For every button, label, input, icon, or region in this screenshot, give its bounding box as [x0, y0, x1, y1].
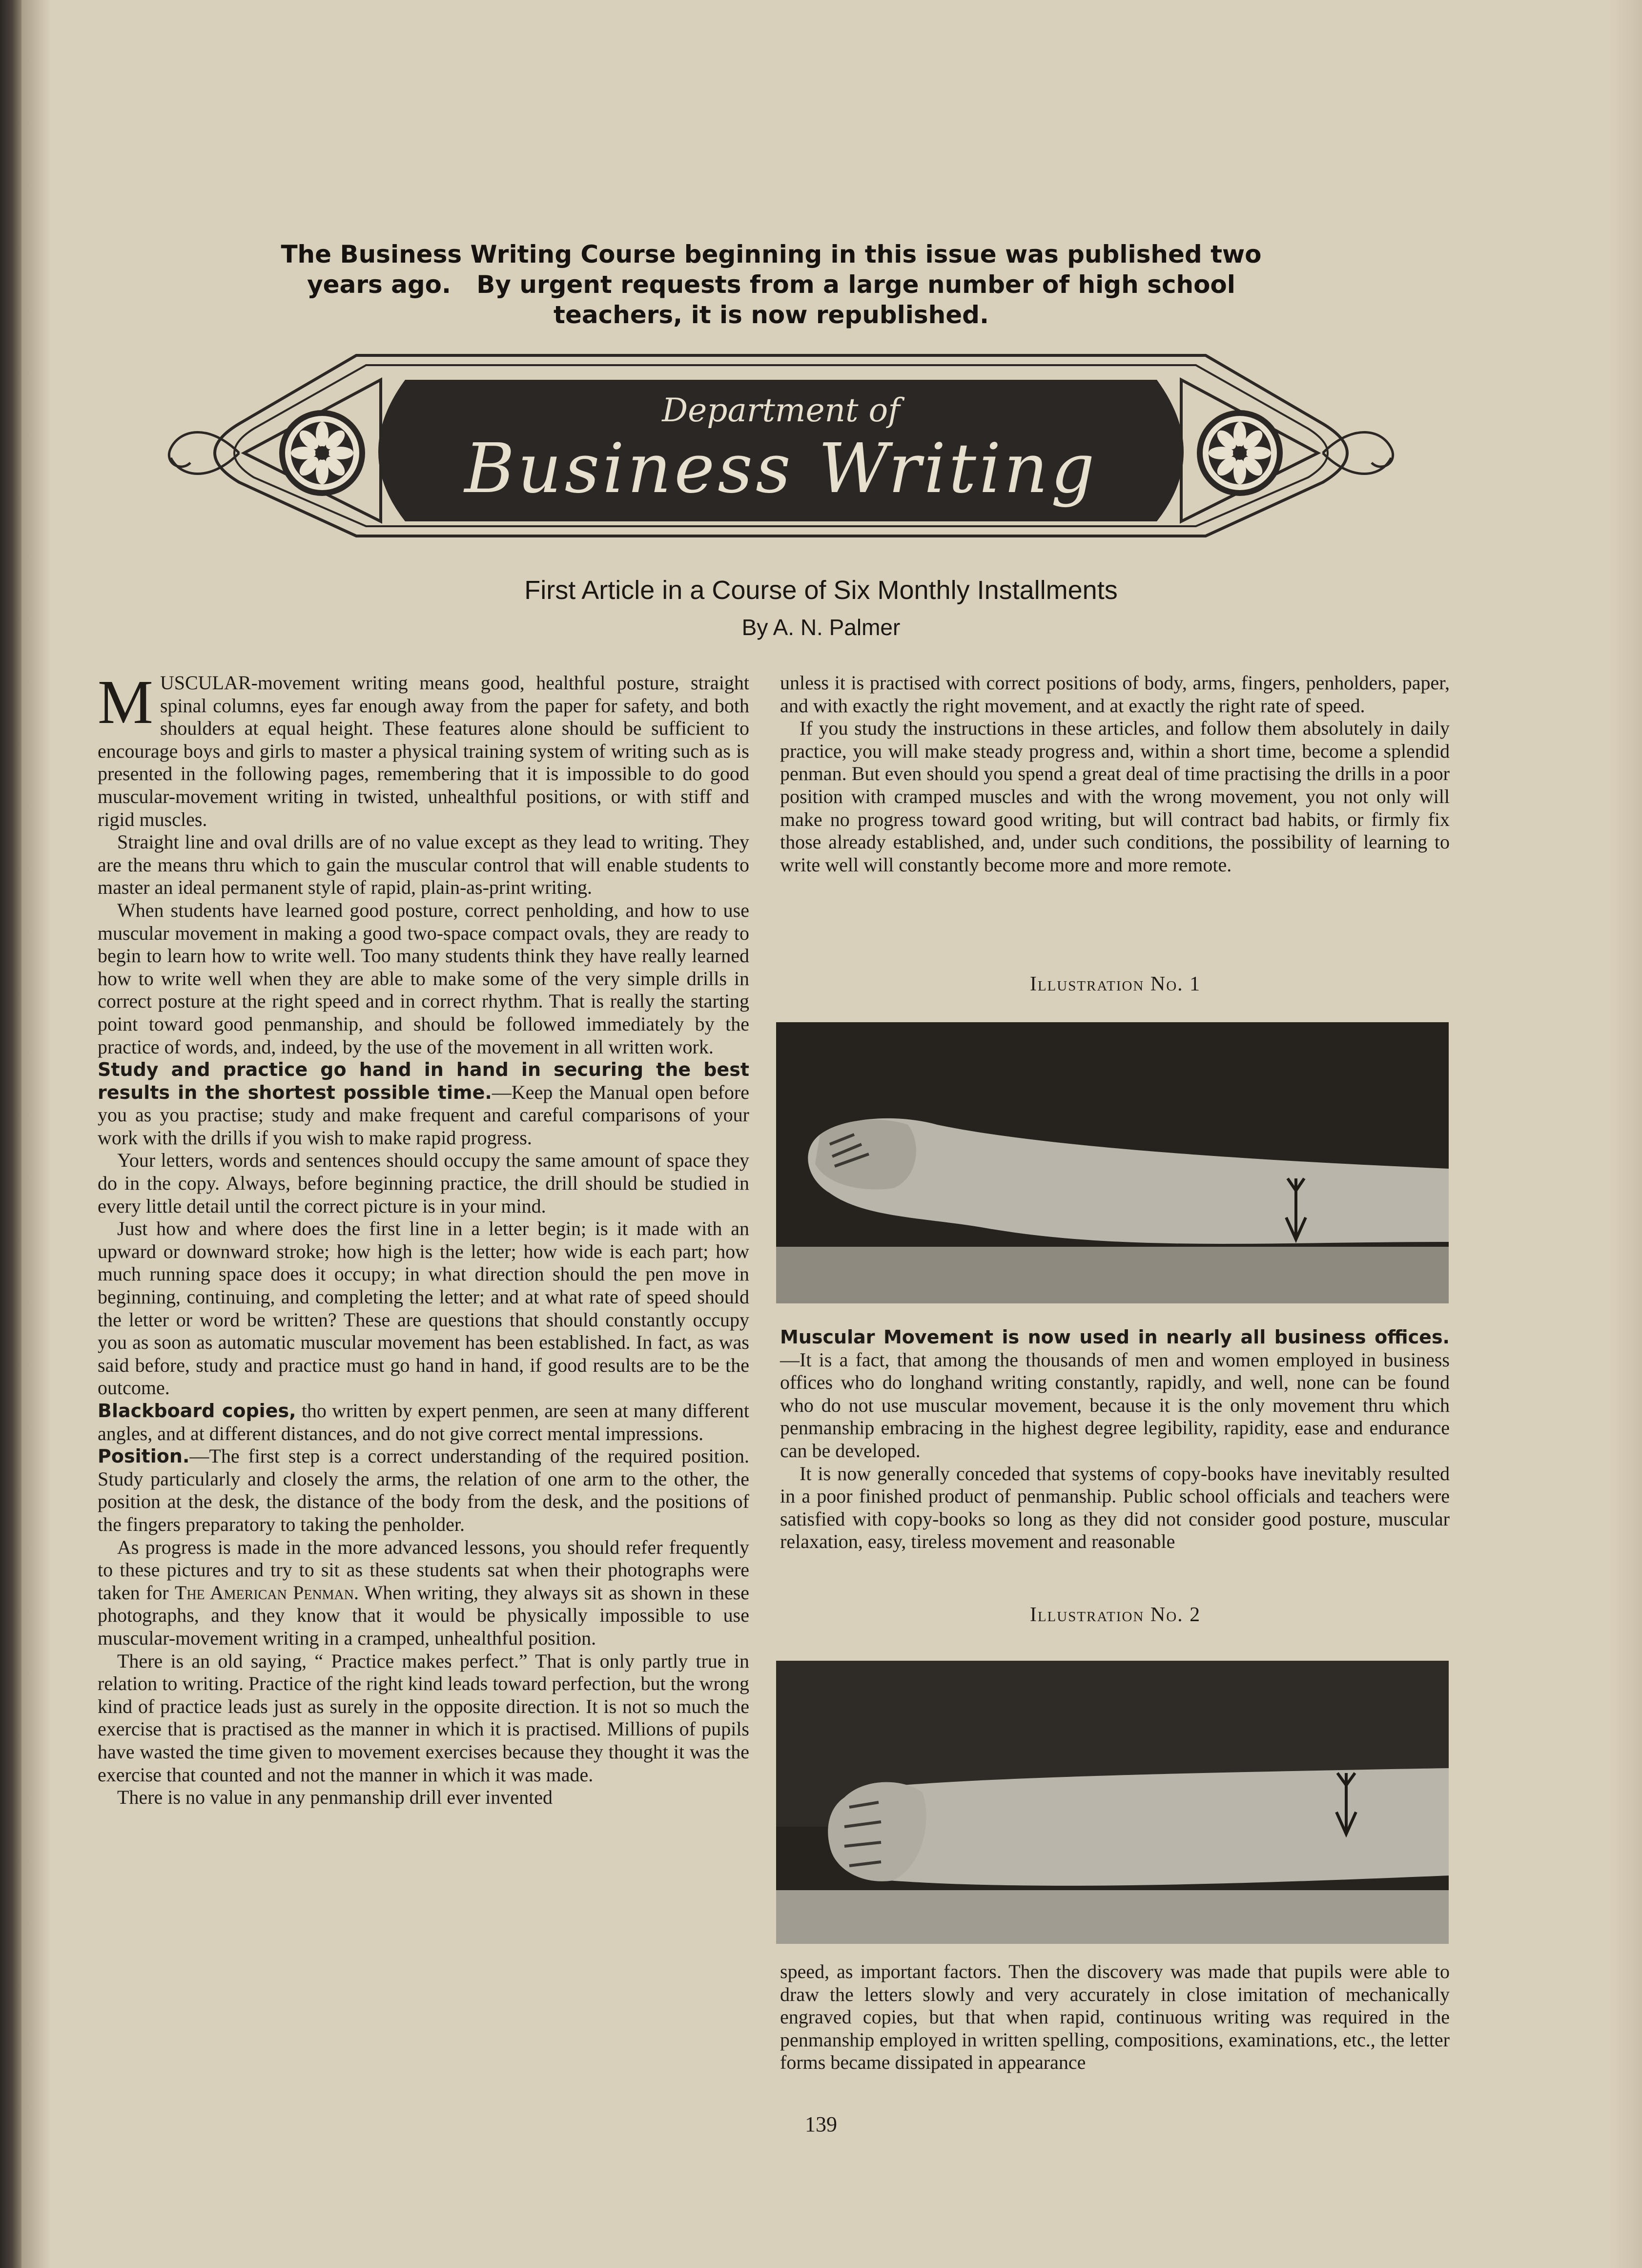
paragraph: If you study the instructions in these articles, and follow them absolutely in daily practice, you will make steady progress and, within a short time, become a splendid penman. But even should you spend a great deal of time practising the drills in a poor position with cramped muscles and with the wrong movement, you not only will make no progress toward good writing, but will contract bad habits, or firmly fix those already established, and, under such conditions, the possibility of learning to write well will constantly become more and more remote. [780, 717, 1450, 876]
paragraph: Straight line and oval drills are of no value except as they lead to writing. They are the means thru which to gain the muscular control that will enable students to master an ideal permanent style of rapid, plain-as-print writing. [98, 831, 749, 899]
page-number: 139 [805, 2112, 837, 2136]
paragraph: When students have learned good posture, correct penholding, and how to use muscular movement in making a good two-space compact ovals, they are ready to begin to learn how to write well. Too many students think they have really learned how to write well when they are able to make some of the very simple drills in correct posture at the right speed and in correct rhythm. That is really the starting point toward good penmanship, and should be followed immediately by the practice of words, and, indeed, by the use of the movement in all written work. [98, 899, 749, 1058]
notice-line-3: teachers, it is now republished. [554, 301, 989, 329]
right-scroll-flourish [1323, 433, 1393, 474]
banner-line-1: Department of [662, 392, 900, 429]
publication-name: The American Penman [174, 1581, 354, 1604]
illustration-1-photo [776, 1022, 1449, 1303]
article-title: First Article in a Course of Six Monthly Installments [524, 576, 1118, 605]
right-column-top [780, 672, 1450, 876]
paragraph [98, 1058, 749, 1149]
paragraph [98, 1445, 749, 1536]
republication-notice [254, 239, 1289, 330]
left-scroll-flourish [169, 433, 239, 474]
right-column-bottom [780, 1960, 1450, 2074]
paragraph-text: As progress is made in the more advanced lessons, you should refer frequently to these pictures and try to sit as these students sat when their photographs were taken for [98, 1536, 749, 1604]
paragraph-text: —Keep the Manual open before you as you practise; study and make frequent and careful comparisons of your work with the drills if you wish to make rapid progress. [98, 1081, 749, 1149]
forearm-shape [874, 1768, 1449, 1886]
paragraph-text: —It is a fact, that among the thousands of men and women employed in business offices who do longhand writing constantly, rapidly, and well, none can be found who do not use muscular movement, because it is the only movement thru which penmanship embracing in the highest degree legibility, rapidity, ease and endurance can be developed. [780, 1348, 1450, 1462]
right-column-middle [780, 1326, 1450, 1553]
paragraph-text: . When writing, they always sit as shown in these photographs, and they know that it would be physically impossible to use muscular-movement writing in a cramped, unhealthful position. [98, 1581, 750, 1649]
page-edge [1608, 0, 1642, 2268]
caption-text: Illustration No. 2 [1029, 1604, 1201, 1626]
paragraph: Just how and where does the first line in a letter begin; is it made with an upward or downward stroke; how high is the letter; how wide is each part; how much running space does it occupy; in what direction should the pen move in beginning, continuing, and completing the letter; and at what rate of speed should the letter or word be written? These are questions that should constantly occupy you as soon as automatic muscular movement has been established. In fact, as was said before, study and practice must go hand in hand, if good results are to be the outcome. [98, 1217, 749, 1399]
book-spine-shadow [0, 0, 21, 2268]
paragraph-text: USCULAR-movement writing means good, healthful posture, straight spinal columns, eyes far enough away from the paper for safety, and both shoulders at equal height. These features alone should be sufficient to encourage boys and girls to master a physical training system of writing such as is presented in the following pages, remembering that it is impossible to do good muscular-movement writing in twisted, unhealthful positions, or with stiff and rigid muscles. [98, 672, 749, 830]
paragraph: There is an old saying, “ Practice makes perfect.” That is only partly true in relation to writing. Practice of the right kind leads toward perfection, but the wrong kind of practice leads just as surely in the opposite direction. It is not so much the exercise that is practised as the manner in which it is practised. Millions of pupils have wasted the time given to movement exercises because they thought it was the exercise that counted and not the manner in which it was made. [98, 1649, 749, 1786]
paragraph-lead: Study and practice go hand in hand in securing the best results in the shortest possible time. [98, 1059, 749, 1103]
paragraph-lead: Blackboard copies, [98, 1400, 296, 1422]
right-rosette-icon [1197, 410, 1283, 496]
paragraph [780, 1326, 1450, 1463]
paragraph [98, 1536, 749, 1650]
article-byline: By A. N. Palmer [741, 615, 901, 640]
left-column [98, 667, 750, 1809]
left-rosette-icon [279, 410, 365, 496]
paragraph [98, 1400, 749, 1445]
banner-line-2: Business Writing [464, 429, 1098, 509]
paragraph-text: tho written by expert penmen, are seen at many different angles, and at different distances, and do not give correct mental impressions. [98, 1400, 750, 1444]
paragraph: There is no value in any penmanship drill ever invented [117, 1786, 553, 1809]
caption-text: Illustration No. 1 [1029, 973, 1201, 995]
illustration-2-photo [776, 1661, 1449, 1944]
paragraph-lead: Position. [98, 1445, 190, 1467]
paragraph-text: —The first step is a correct understanding of the required position. Study particularly and closely the arms, the relation of one arm to the other, the position at the desk, the distance of the body from the desk, and the positions of the fingers preparatory to taking the penholder. [98, 1445, 749, 1535]
paragraph [98, 667, 749, 831]
drop-cap: M [98, 667, 153, 737]
department-banner [161, 351, 1401, 556]
notice-line-2: years ago. By urgent requests from a large number of high school [307, 270, 1235, 299]
paragraph: Your letters, words and sentences should occupy the same amount of space they do in the copy. Always, before beginning practice, the drill should be studied in every little detail until the correct picture is in your mind. [98, 1149, 749, 1217]
illustration-1-caption [776, 972, 1455, 996]
illustration-2-caption [776, 1603, 1455, 1627]
paragraph: speed, as important factors. Then the discovery was made that pupils were able to draw the letters slowly and very accurately in close imitation of mechanically engraved copies, but that when rapid, continuous writing was required in the penmanship employed in written spelling, compositions, examinations, etc., the letter forms became dissipated in appearance [780, 1960, 1450, 2074]
paragraph-lead: Muscular Movement is now used in nearly all business offices. [780, 1326, 1450, 1348]
paragraph: It is now generally conceded that systems of copy-books have inevitably resulted in a poor finished product of penmanship. Public school officials and teachers were satisfied with copy-books so long as they did not consider good posture, muscular relaxation, easy, tireless movement and reasonable [780, 1462, 1450, 1553]
notice-line-1: The Business Writing Course beginning in this issue was published two [281, 240, 1262, 268]
book-gutter [21, 0, 51, 2268]
paragraph: unless it is practised with correct positions of body, arms, fingers, penholders, paper, and with exactly the right movement, and at exactly the right rate of speed. [780, 672, 1450, 717]
